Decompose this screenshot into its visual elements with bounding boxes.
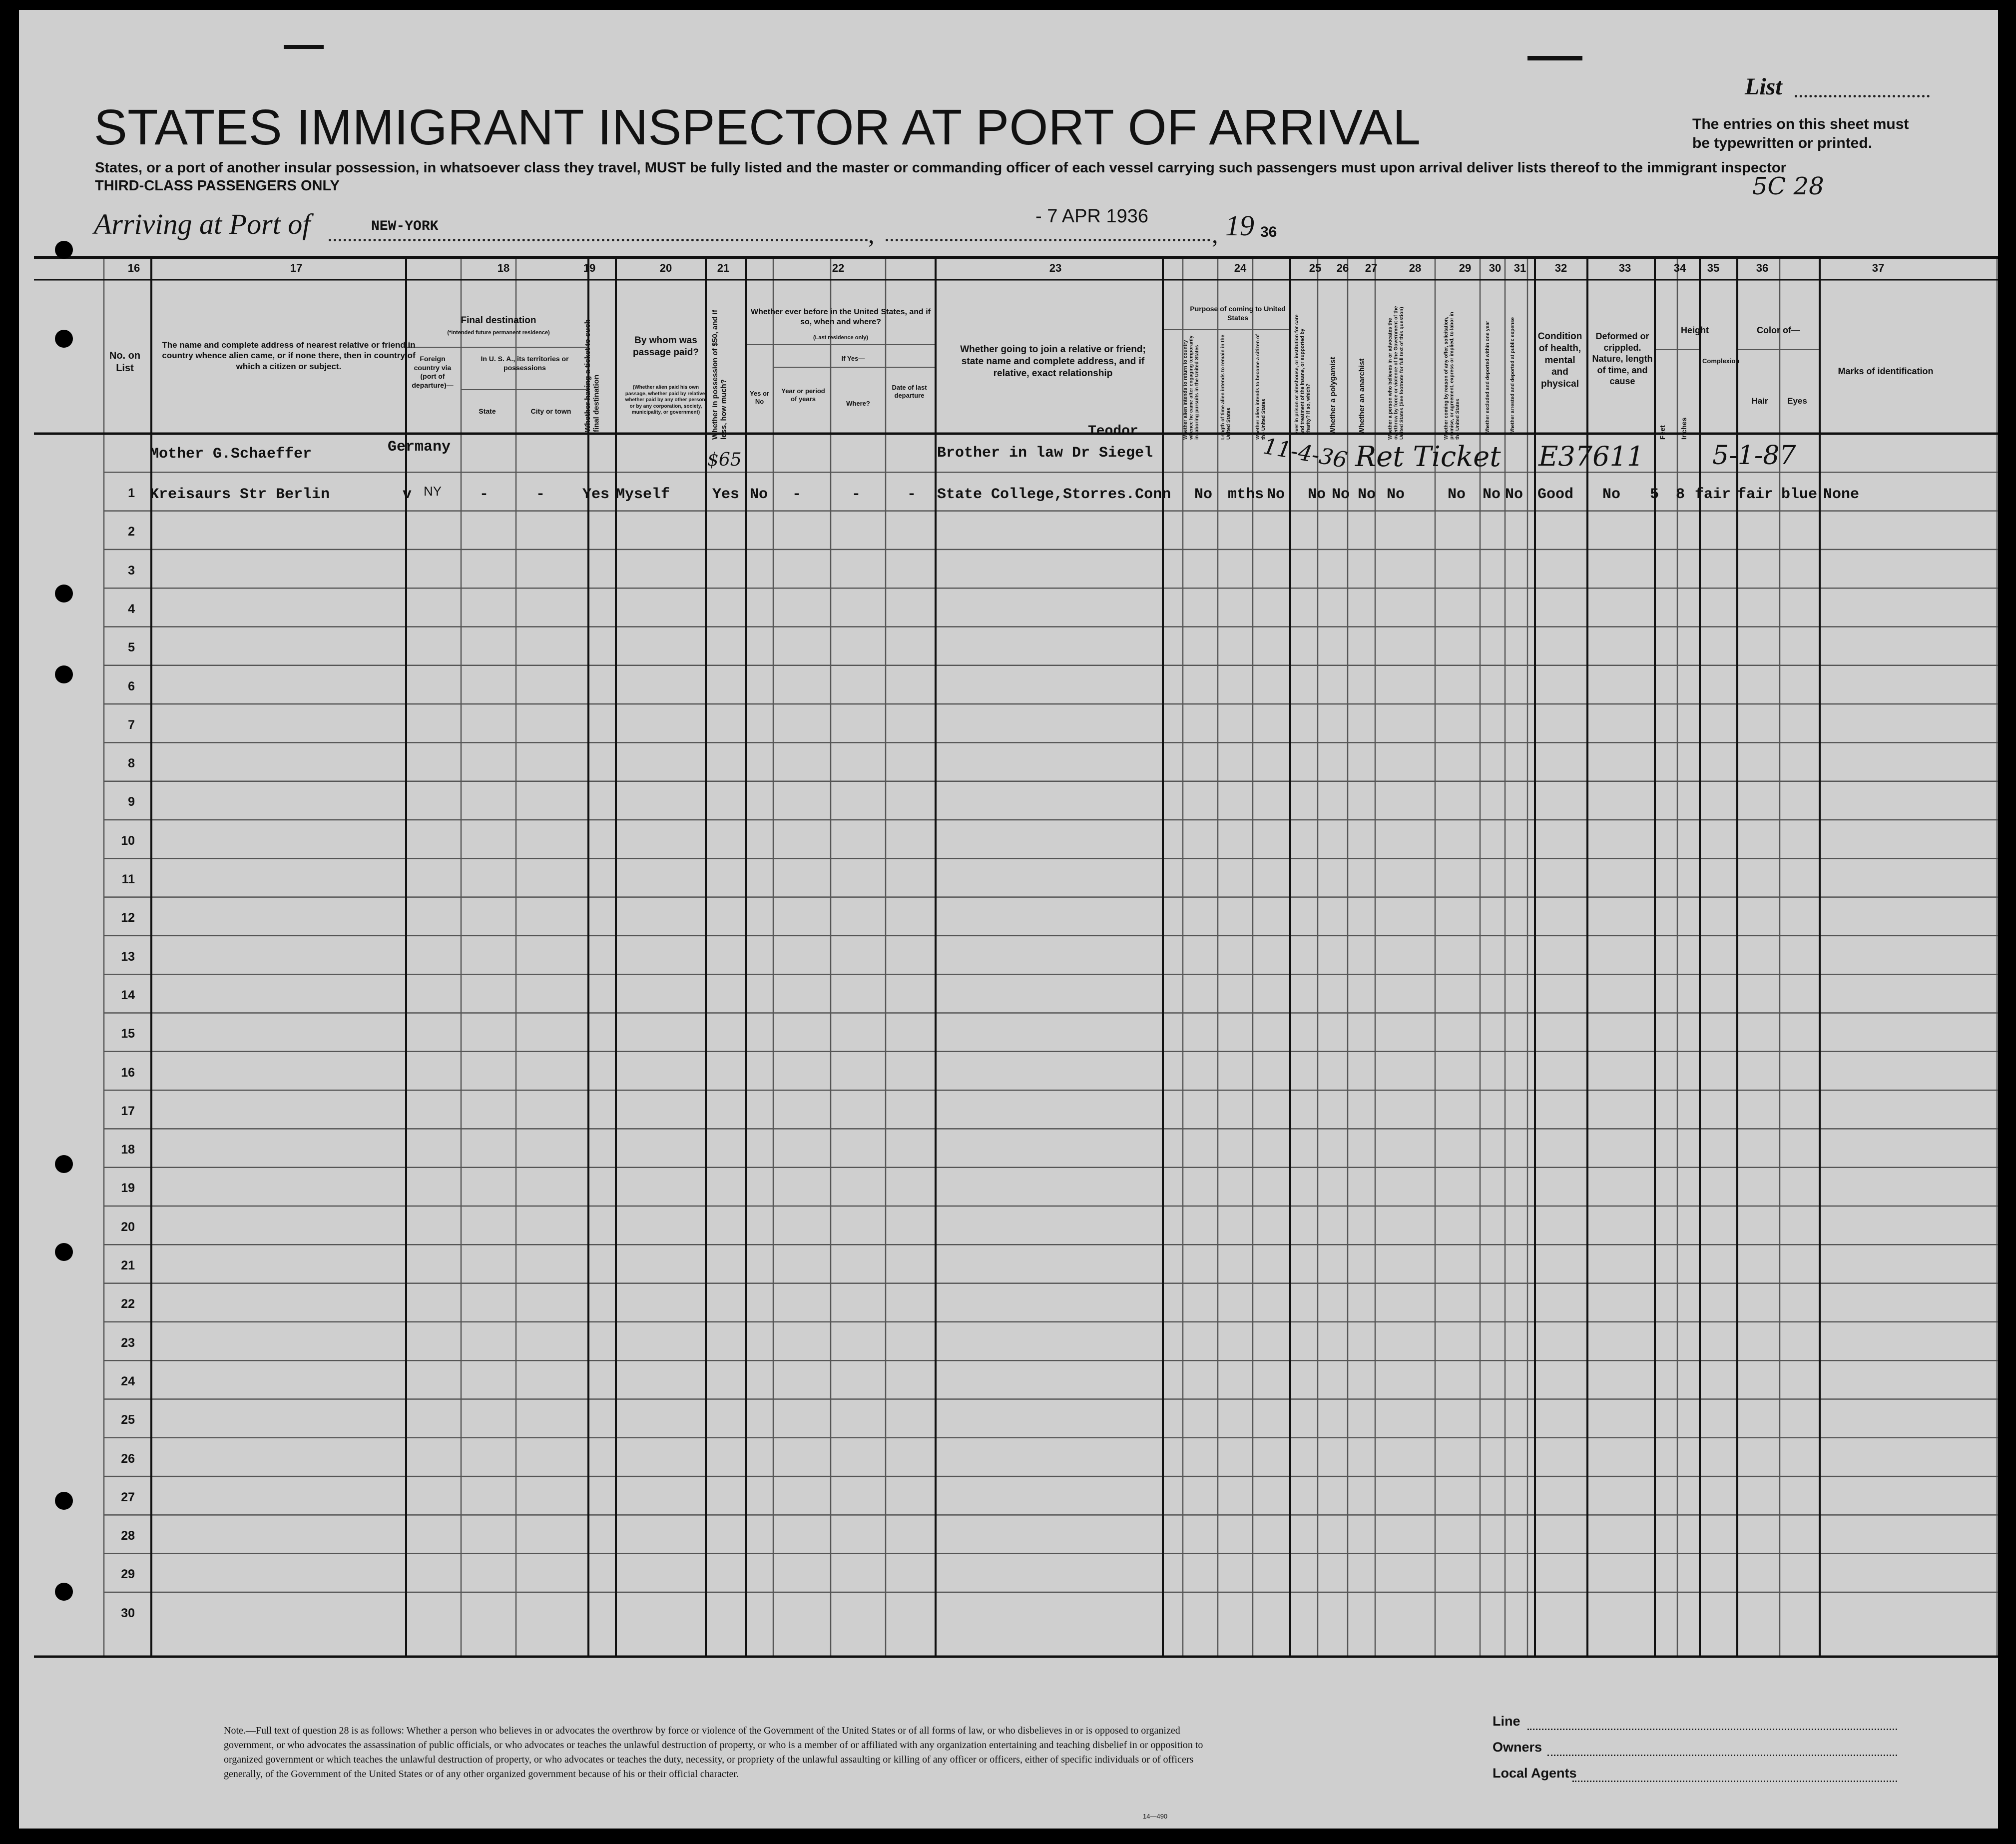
entry-year-period: - [792,486,802,503]
header-question-31: Whether arrested and deported at public expense [1510,317,1515,435]
port-label: Arriving at Port of [94,208,311,240]
col-num-27: 27 [1365,262,1378,274]
header-hair: Hair [1751,396,1768,406]
col-num-17: 17 [290,262,303,274]
col-num-21: 21 [717,262,730,274]
row-number: 4 [128,602,135,616]
col-num-20: 20 [659,262,672,274]
row-number: 27 [121,1490,135,1504]
stamp-code: 5C 28 [1752,172,1824,200]
entry-question-29: No [1448,486,1466,503]
entry-join-relationship: Brother in law Dr Siegel [937,445,1153,462]
header-color-of: Color of— [1757,325,1800,335]
row-number: 24 [121,1374,135,1388]
row-number: 18 [121,1143,135,1157]
row-number: 19 [121,1181,135,1196]
header-purpose-return: Whether alien intends to return to country whence he came after engaging temporarily in laboring pursuits in the United States [1183,335,1200,440]
row-number: 9 [128,795,135,809]
col-num-37: 37 [1872,262,1885,274]
header-yes-or-no: Yes or No [749,390,770,406]
header-prison: Ever in prison or almshouse, or institution for care and treatment of the insane, or supported by charity? If so, which? [1294,314,1311,435]
binder-hole [55,665,73,683]
binder-hole [55,330,73,348]
binder-hole [55,241,73,259]
annotation-text: Ret Ticket [1355,441,1501,473]
header-in-usa: In U. S. A., its territories or possessions [481,355,569,372]
header-inches: Inches [1680,417,1688,440]
col-num-18: 18 [497,262,510,274]
header-deformed: Deformed or crippled. Nature, length of time, and cause [1592,331,1653,386]
header-marks: Marks of identification [1838,366,1934,376]
entry-return-country: No [1194,486,1213,503]
entry-relative-address: Kreisaurs Str Berlin [150,486,330,503]
entry-become-citizen: No [1267,486,1285,503]
binder-hole [55,585,73,603]
header-final-destination-note: (*Intended future permanent residence) [447,330,550,336]
entry-where: - [852,486,861,503]
entry-feet: 5 [1650,486,1659,503]
footer-line-label: Line [1493,1714,1520,1729]
col-num-25: 25 [1309,262,1322,274]
footer-agents-field [1572,1781,1897,1782]
entry-deformed: No [1602,486,1621,503]
header-purpose-length: Length of time alien intends to remain in the United States [1220,334,1232,440]
entry-paid-by: Myself [616,486,670,503]
entry-join-address: State College,Storres.Conn [937,486,1171,503]
header-eyes: Eyes [1787,396,1807,406]
entry-length-of-stay: mths [1228,486,1264,503]
row-number: 12 [121,911,135,925]
entry-port-handwritten: NY [424,484,442,499]
header-possession-50: Whether in possession of $50, and if less, how much? [711,309,728,440]
header-question-29: Whether coming by reason of any offer, solicitation, promise, or agreement, express or implied, to labor in the United States [1444,312,1461,440]
col-num-29: 29 [1459,262,1472,274]
row-number: 5 [128,640,135,655]
header-date-last-departure: Date of last departure [892,384,927,400]
row-number: 21 [121,1258,135,1272]
header-purpose: Purpose of coming to United States [1190,305,1286,322]
row-number: 14 [121,988,135,1002]
col-num-32: 32 [1554,262,1567,274]
entry-condition: Good [1537,486,1574,503]
header-final-destination: Final destination [461,315,536,326]
row-number: 20 [121,1220,135,1234]
footer-owners-field [1547,1755,1897,1756]
row-number: 11 [121,872,135,886]
entry-marks: None [1823,486,1860,503]
header-ticket: Whether having a ticket to such final destination [583,319,601,432]
col-num-36: 36 [1756,262,1769,274]
port-comma: , [868,220,875,248]
col-num-26: 26 [1336,262,1349,274]
header-foreign-country: Foreign country via (port of departure)— [412,355,454,389]
header-nearest-relative: The name and complete address of nearest relative or friend in country whence alien came, or if none there, then in country of which a citizen or subject. [162,340,416,371]
entry-prison: No [1308,486,1326,503]
row-number: 22 [121,1297,135,1311]
col-num-33: 33 [1618,262,1631,274]
footer-line-field [1527,1729,1897,1730]
row-number: 7 [128,717,135,732]
col-num-22: 22 [832,262,845,274]
row-number: 26 [121,1451,135,1466]
header-purpose-citizen: Whether alien intends to become a citizen of the United States [1255,334,1267,440]
header-height: Height [1681,325,1709,335]
col-num-23: 23 [1049,262,1062,274]
row-number: 28 [121,1529,135,1543]
entry-eyes: blue [1781,486,1818,503]
annotation-number: E37611 [1538,441,1644,472]
binder-hole [55,1155,73,1173]
entry-join-name-above: Teodor [1088,424,1138,439]
header-question-30: Whether excluded and deported within one year [1485,321,1491,435]
year-prefix: 19 [1225,209,1254,242]
entry-via: v [403,486,412,503]
entry-hair: fair [1737,486,1774,503]
col-num-16: 16 [127,262,140,274]
entry-foreign-country: Germany [388,439,451,456]
header-no-on-list: No. on List [109,350,141,374]
year-suffix: 36 [1260,224,1277,240]
header-by-whom-paid: By whom was passage paid? [633,335,699,358]
entry-complexion: fair [1695,486,1731,503]
entry-money-amount: $65 [707,450,742,470]
header-condition: Condition of health, mental and physical [1537,331,1582,389]
header-going-to-join: Whether going to join a relative or friend; state name and complete address, and if relative, exact relationship [960,344,1146,379]
row-number: 29 [121,1567,135,1582]
header-if-yes: If Yes— [841,355,865,362]
form-number: 14—490 [1143,1813,1168,1820]
row-number: 13 [121,949,135,964]
col-num-24: 24 [1234,262,1247,274]
row-number: 23 [121,1335,135,1350]
annotation-code: 5-1-87 [1712,441,1796,471]
footer-note: Note.—Full text of question 28 is as follows: Whether a person who believes in or advocates the overthrow by force or violence of the Government of the United States or of all forms of law, or who disbelieves in or is opposed to organized government, or who advocates the assassination of public officials, or who advocates or teaches the unlawful destruction of property, or who is a member of or affiliated with any organization entertaining and teaching disbelief in or opposition to organized government or which teaches the unlawful destruction of property, or who advocates or teaches the duty, necessity, or propriety of the unlawful assaulting or killing of any officer or officers, either of specific individuals or of officers generally, of the Government of the United States or of any other organized government because of his or their official character. [224,1725,1203,1780]
col-num-28: 28 [1409,262,1422,274]
row-number: 25 [121,1413,135,1427]
header-state: State [479,407,496,415]
header-ever-before-note: (Last residence only) [813,335,869,341]
entry-polygamist: No [1332,486,1350,503]
footer-owners-label: Owners [1493,1740,1542,1755]
entry-ticket: Yes [582,486,610,503]
manifest-table-grid [19,10,1998,1829]
col-num-34: 34 [1673,262,1686,274]
instructions-line2: be typewritten or printed. [1692,135,1873,151]
entry-question-31: No [1505,486,1523,503]
list-label: List [1745,73,1782,100]
row-number: 8 [128,756,135,771]
header-third-class: THIRD-CLASS PASSENGERS ONLY [95,178,340,194]
header-question-28: Whether a person who believes in or advocates the overthrow by force or violence of the Government of the United States (See footnote for full text of this question) [1388,306,1405,440]
row-number: 17 [121,1104,135,1118]
header-ever-before: Whether ever before in the United States, and if so, when and where? [750,308,931,326]
entry-relative-name: Mother G.Schaeffer [150,446,312,463]
entry-state: - [480,486,489,503]
col-num-35: 35 [1707,262,1720,274]
entry-question-28: No [1387,486,1405,503]
header-subtitle: States, or a port of another insular possession, in whatsoever class they travel, MUST be fully listed and the master or commanding officer of each vessel carrying such passengers must upon arrival deliver lists thereof to the immigrant inspector [95,160,1786,176]
port-value: NEW-YORK [371,219,439,234]
header-where: Where? [846,400,870,407]
header-anarchist: Whether an anarchist [1358,358,1366,435]
page-title: STATES IMMIGRANT INSPECTOR AT PORT OF ARRIVAL [94,99,1421,155]
binder-hole [55,1243,73,1261]
binder-hole [55,1583,73,1601]
instructions-line1: The entries on this sheet must [1692,116,1909,132]
date-comma: , [1212,220,1218,248]
header-feet: Feet [1658,425,1666,440]
row-number: 15 [121,1027,135,1041]
entry-city: - [536,486,545,503]
header-city: City or town [530,407,571,415]
col-num-30: 30 [1489,262,1502,274]
entry-date-departure: - [907,486,917,503]
binder-hole [55,1492,73,1510]
row-number: 2 [128,525,135,539]
row-number: 16 [121,1065,135,1080]
date-stamp: - 7 APR 1936 [1035,206,1149,227]
footer-agents-label: Local Agents [1493,1766,1577,1781]
entry-inches: 8 [1676,486,1685,503]
entry-question-30: No [1483,486,1501,503]
header-polygamist: Whether a polygamist [1329,357,1337,435]
row-number: 30 [121,1606,135,1620]
row-number: 6 [128,679,135,693]
entry-ever-before: No [750,486,768,503]
entry-possession: Yes [712,486,740,503]
header-complexion: Complexion [1702,357,1740,365]
manifest-sheet [19,10,1998,1829]
header-by-whom-note: (Whether alien paid his own passage, whether paid by relative, whether paid by any other person, or by any corporation, society, municipality, or government) [625,385,707,415]
row-number: 3 [128,563,135,578]
annotation-date: 11-4-36 [1261,433,1349,474]
col-num-19: 19 [583,262,596,274]
header-year-period: Year or period of years [781,387,825,403]
col-num-31: 31 [1513,262,1526,274]
row-number: 1 [128,486,135,500]
entry-anarchist: No [1358,486,1376,503]
row-number: 10 [121,833,135,848]
